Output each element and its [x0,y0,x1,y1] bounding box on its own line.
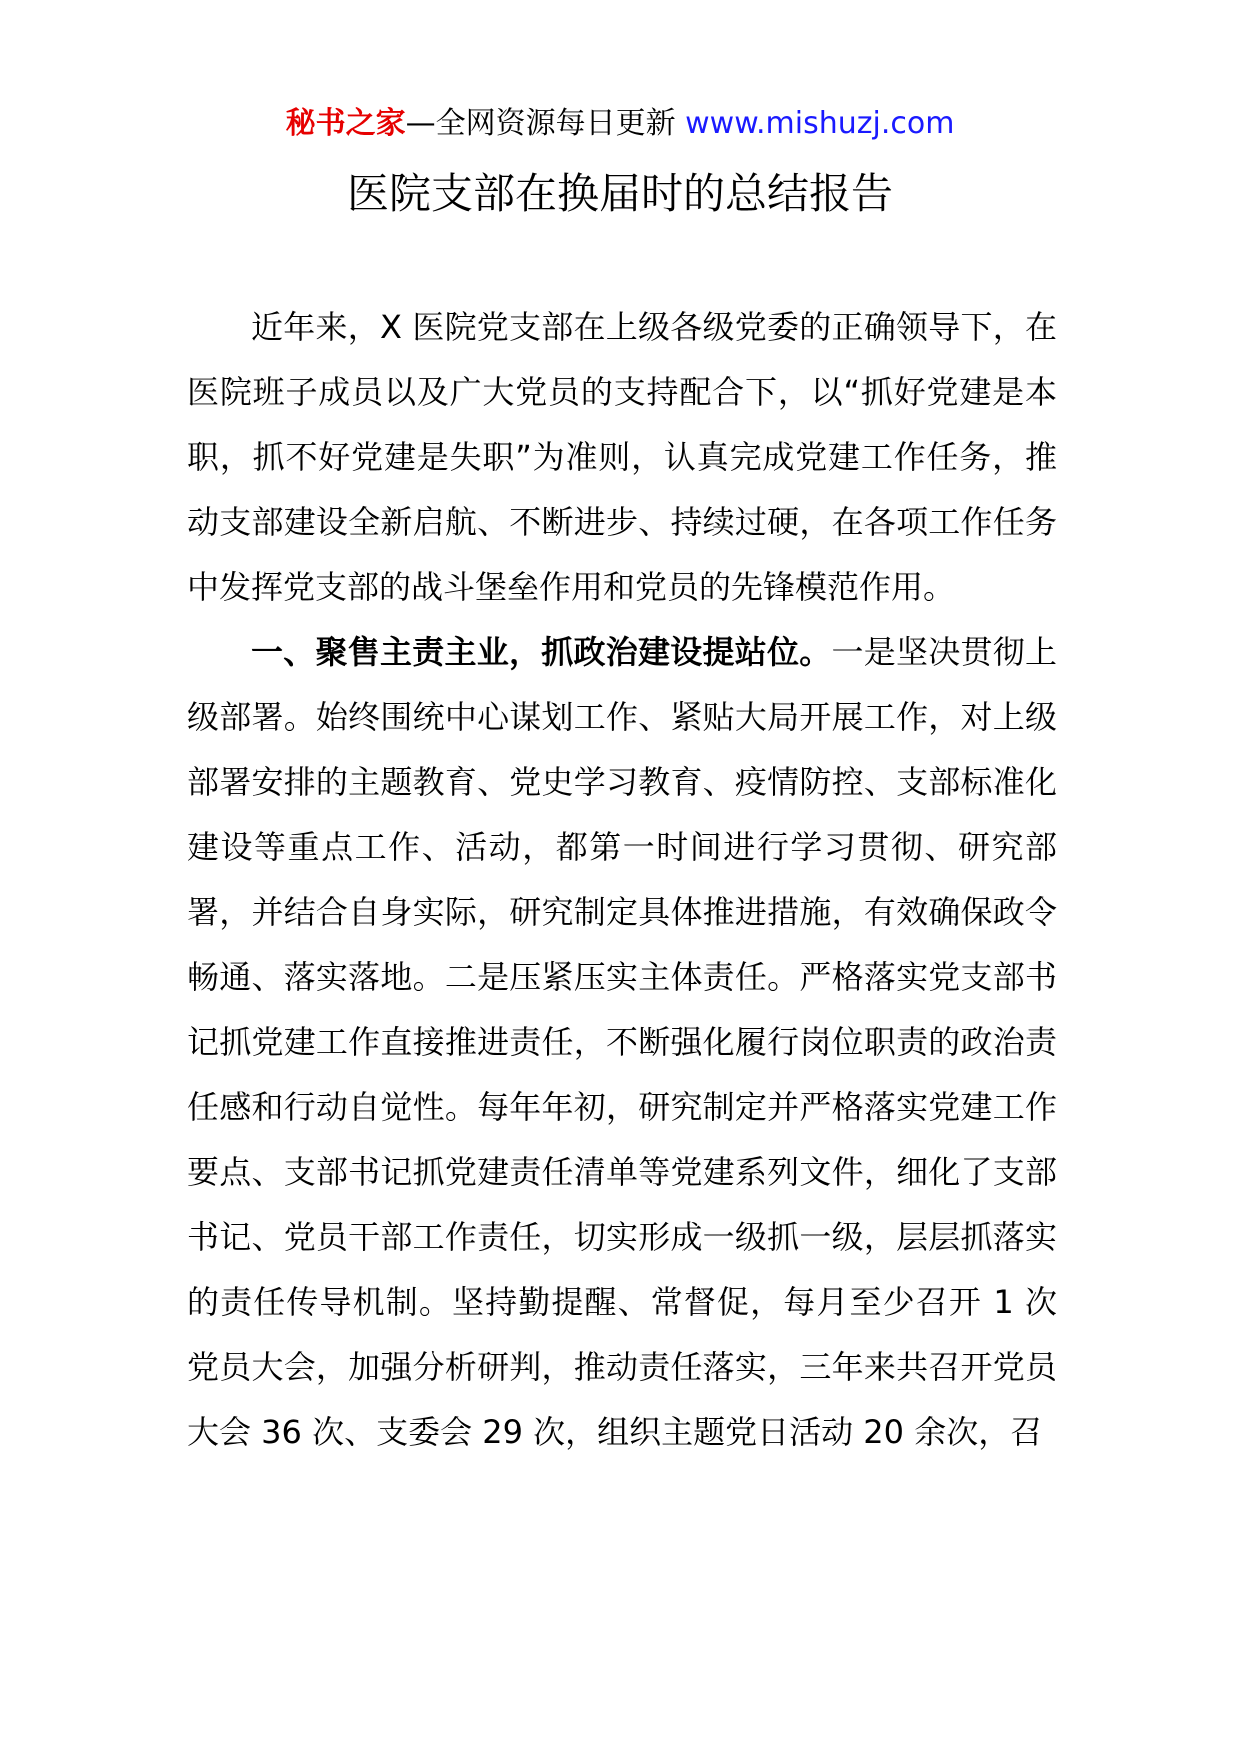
header-tagline: —全网资源每日更新 [405,106,686,141]
site-url-link[interactable]: www.mishuzj.com [685,106,955,141]
document-title: 医院支部在换届时的总结报告 [346,169,893,218]
paragraph-section-1 [187,620,1057,1465]
section-text: 一是坚决贯彻上级部署。始终围统中心谋划工作、紧贴大局开展工作，对上级部署安排的主题教育、党史学习教育、疫情防控、支部标准化建设等重点工作、活动，都第一时间进行学习贯彻、研究部署，并结合自身实际，研究制定具体推进措施，有效确保政令畅通、落实落地。二是压紧压实主体责任。严格落实党支部书记抓党建工作直接推进责任，不断强化履行岗位职责的政治责任感和行动自觉性。每年年初，研究制定并严格落实党建工作要点、支部书记抓党建责任清单等党建系列文件，细化了支部书记、党员干部工作责任，切实形成一级抓一级，层层抓落实的责任传导机制。坚持勤提醒、常督促，每月至少召开 1 次党员大会，加强分析研判，推动责任落实，三年来共召开党员大会 36 次、支委会 29 次，组织主题党日活动 20 余次，召 [187,633,1057,1451]
site-header [0,104,1240,144]
document-body [187,295,1057,1465]
section-heading: 一、聚售主责主业，抓政治建设提站位。 [251,633,832,671]
brand-name: 秘书之家 [285,106,406,141]
paragraph-intro: 近年来，X 医院党支部在上级各级党委的正确领导下，在医院班子成员以及广大党员的支持配合下，以“抓好党建是本职，抓不好党建是失职”为准则，认真完成党建工作任务，推动支部建设全新启航、不断进步、持续过硬，在各项工作任务中发挥党支部的战斗堡垒作用和党员的先锋模范作用。 [187,308,1057,606]
